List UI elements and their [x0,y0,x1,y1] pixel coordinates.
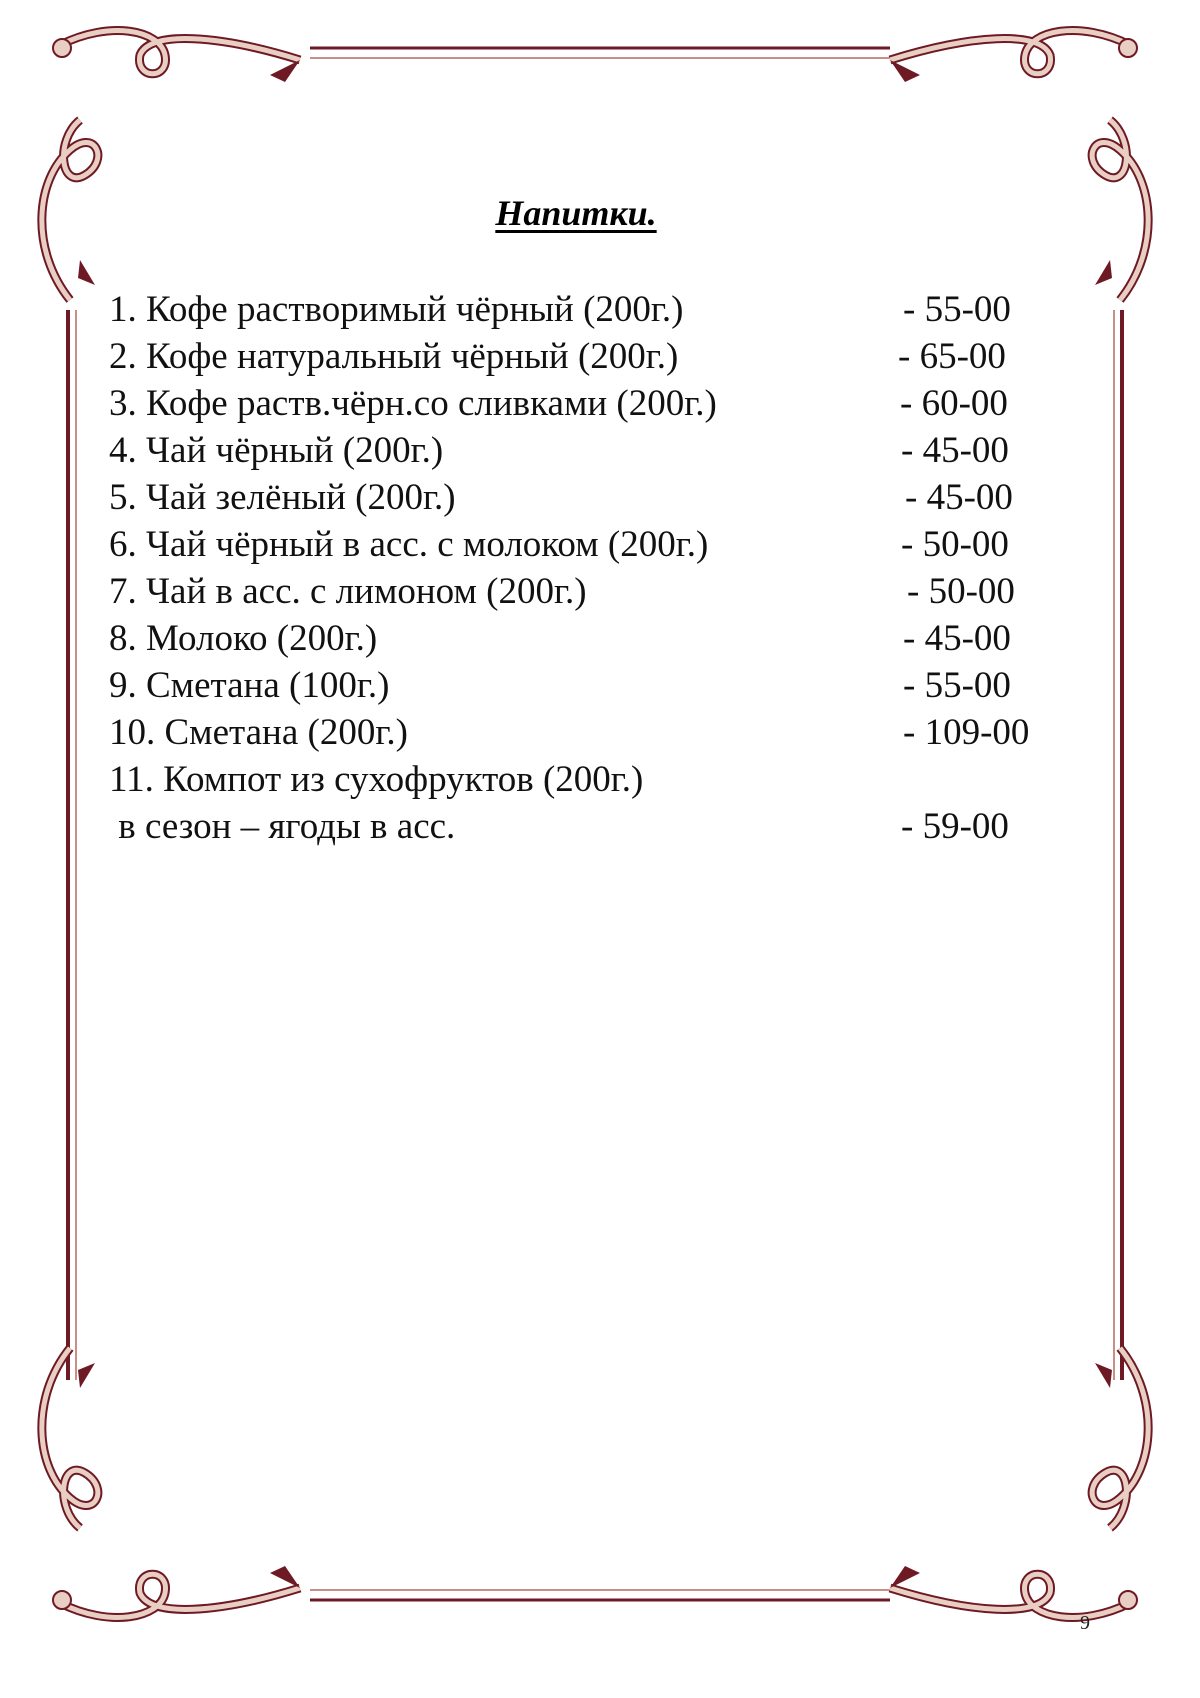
item-price: - 50-00 [901,524,1009,565]
menu-item [0,333,1200,380]
menu-item [0,521,1200,568]
item-name: 6. Чай чёрный в асс. с молоком (200г.) [109,524,709,565]
menu-item [0,709,1200,756]
item-name: 1. Кофе растворимый чёрный (200г.) [109,289,684,330]
item-price: - 55-00 [903,665,1011,706]
item-price: - 45-00 [901,430,1009,471]
item-name: 9. Сметана (100г.) [109,665,390,706]
item-name: 8. Молоко (200г.) [109,618,378,659]
menu-item [0,662,1200,709]
item-price: - 50-00 [907,571,1015,612]
page-number: 9 [1080,1612,1090,1634]
item-name: 2. Кофе натуральный чёрный (200г.) [109,336,679,377]
item-price: - 59-00 [901,806,1009,847]
menu-item [0,568,1200,615]
menu-item [0,380,1200,427]
item-price: - 55-00 [903,289,1011,330]
menu-item [0,286,1200,333]
menu-item [0,474,1200,521]
item-name: 3. Кофе раств.чёрн.со сливками (200г.) [109,383,717,424]
item-name: 4. Чай чёрный (200г.) [109,430,444,471]
item-price: - 60-00 [900,383,1008,424]
item-price: - 45-00 [905,477,1013,518]
item-name: 11. Компот из сухофруктов (200г.) [109,759,644,800]
menu-item [0,803,1200,850]
item-price: - 109-00 [903,712,1030,753]
page-title: Напитки. [495,193,657,233]
item-price: - 65-00 [898,336,1006,377]
menu-item [0,756,1200,803]
item-price: - 45-00 [903,618,1011,659]
menu-item [0,615,1200,662]
item-name: 10. Сметана (200г.) [109,712,408,753]
item-name: 7. Чай в асс. с лимоном (200г.) [109,571,587,612]
menu-item [0,427,1200,474]
item-name: в сезон – ягоды в асс. [109,806,456,847]
item-name: 5. Чай зелёный (200г.) [109,477,456,518]
